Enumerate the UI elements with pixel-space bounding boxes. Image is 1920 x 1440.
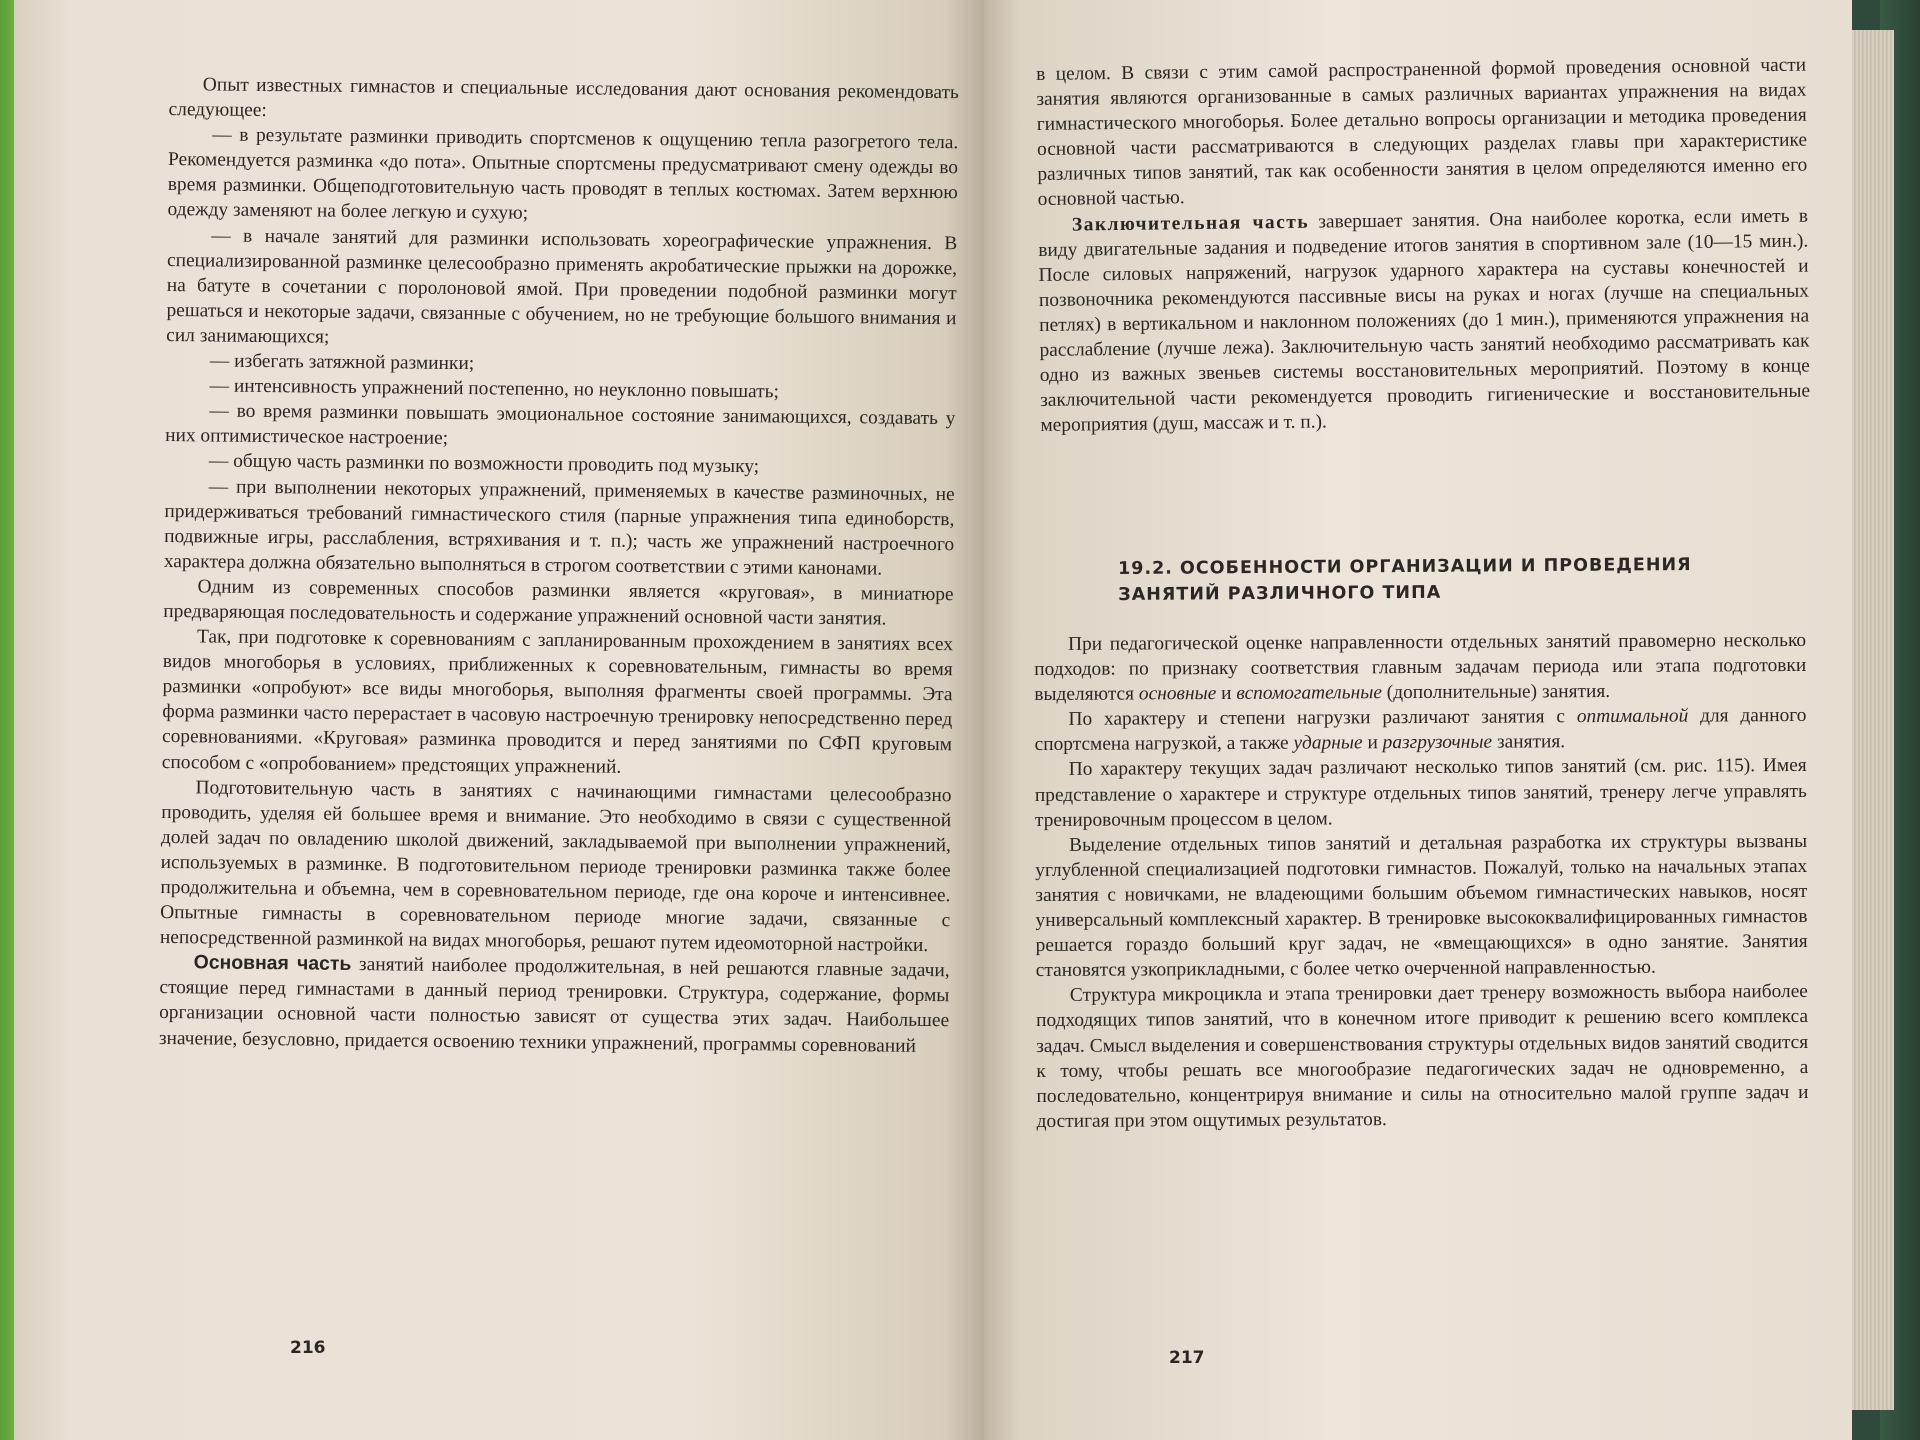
italic-term: ударные <box>1293 732 1363 755</box>
right-page-lower-text <box>1034 628 1809 1134</box>
text-run: и <box>1362 732 1383 754</box>
list-item: — интенсивность упражнений постепенно, но неуклонно повышать; <box>209 375 780 403</box>
italic-term: оптимальной <box>1576 705 1689 728</box>
right-page <box>984 0 1852 1440</box>
text-run: (дополнительные) занятия. <box>1381 681 1611 704</box>
paragraph: Опыт известных гимнастов и специальные исследования дают основания рекомендовать следующее: <box>168 74 959 122</box>
list-item: — во время разминки повышать эмоциональное состояние занимающихся, создавать у них оптимистическое настроение; <box>165 400 956 450</box>
page-number-right: 217 <box>1169 1348 1205 1368</box>
main-part-text: занятий наиболее продолжительная, в ней решаются главные задачи, стоящие перед гимнастами в данный период тренировки. Структура, содержание, формы организации основной части полностью зависят от существа этих задач. Наибольшее значение, безусловно, придается освоению техники упражнений, программы соревнований <box>158 954 950 1057</box>
text-run: для данного спортсмена нагрузкой, а также <box>1034 705 1807 756</box>
paragraph <box>1034 703 1806 757</box>
italic-term: вспомогательные <box>1236 682 1382 705</box>
section-heading <box>1118 551 1768 608</box>
paragraph: Одним из современных способов разминки является «круговая», в миниатюре предваряющая последовательность и содержание упражнений основной части занятия. <box>163 576 954 630</box>
page-number-left: 216 <box>290 1338 326 1358</box>
list-item: — при выполнении некоторых упражнений, применяемых в качестве разминочных, не придерживаться требований гимнастического стиля (парные упражнения типа единоборств, подвижные игры, расслабления, встряхивания и т. п.); часть же упражнений настроечного характера должна обязательно выполняться в строгом соответствии с этими канонами. <box>163 475 955 580</box>
page-edges <box>1852 30 1894 1410</box>
text-run: занятия. <box>1492 731 1566 753</box>
open-book <box>14 0 1894 1440</box>
main-part-term: Основная часть <box>193 951 352 976</box>
text-run: При педагогической оценке направленности отдельных занятий правомерно несколько подходов: по признаку соответствия главным задачам периода или этапа подготовки выделяются <box>1034 629 1807 706</box>
paragraph-main-part <box>159 950 950 1059</box>
paragraph <box>1034 628 1806 707</box>
paragraph: Структура микроцикла и этапа тренировки дает тренеру возможность выбора наиболее подходящих типов занятий, что в конечном итоге приводит к решению всего комплекса задач. Смысл выделения и совершенствования структуры отдельных видов занятий сводится к тому, чтобы решать все многообразие педагогических задач не одновременно, а последовательно, концентрируя внимание и силы на относительно малой группе задач и достигая при этом ощутимых результатов. <box>1035 981 1809 1132</box>
italic-term: разгрузочные <box>1382 731 1493 754</box>
text-run: По характеру и степени нагрузки различают занятия с <box>1068 706 1577 731</box>
paragraph: По характеру текущих задач различают несколько типов занятий (см. рис. 115). Имея представление о характере и структуре отдельных типов занятий, тренеру легче управлять тренировочным процессом в целом. <box>1034 755 1807 831</box>
left-page <box>14 0 984 1440</box>
paragraph: Так, при подготовке к соревнованиям с запланированным прохождением в занятиях всех видов многоборья в условиях, приближенных к соревновательным, гимнасты во время разминки «опробуют» все виды многоборья, выполняя фрагменты своей программы. Эта форма разминки часто перерастает в часовую настроечную тренировку непосредственно перед соревнованиями. «Круговая» разминка проводится и перед занятиями по СФП круговым способом с «опробованием» предстоящих упражнений. <box>161 626 954 778</box>
paragraph: Подготовительную часть в занятиях с начинающими гимнастами целесообразно проводить, уделяя ей большее время и внимание. Это необходимо в связи с существенной долей задач по овладению школой движений, закладываемой при выполнении упражнений, используемых в разминке. В подготовительном периоде тренировки разминка также более продолжительна и объемна, чем в соревновательном периоде, где она короче и интенсивнее. Опытные гимнасты в соревновательном периоде многие задачи, связанные с непосредственной разминкой на видах многоборья, решают путем идеомоторной настройки. <box>159 776 952 957</box>
list-item: — в результате разминки приводить спортсменов к ощущению теплa разогретого тела. Рекомендуется разминка «до пота». Опытные спортсмены предусматривают смену одежды во время разминки. Общеподготовительную часть проводят в теплых костюмах. Затем верхнюю одежду заменяют на более легкую и сухую; <box>167 124 959 225</box>
left-page-text <box>159 72 959 1059</box>
text-run: и <box>1216 683 1237 705</box>
paragraph: в целом. В связи с этим самой распространенной формой проведения основной части занятия являются организованные в самых различных вариантах упражнения на видах гимнастического многоборья. Более детально вопросы организации и методика проведения основной части рассматриваются в следующих разделах главы при характеристике различных типов занятий, так как особенности занятия в целом определяются именно его основной частью. <box>1036 54 1808 211</box>
section-heading-line-2: ЗАНЯТИЙ РАЗЛИЧНОГО ТИПА <box>1118 582 1442 605</box>
paragraph-final-part <box>1038 203 1811 438</box>
italic-term: основные <box>1138 683 1217 705</box>
paragraph: Выделение отдельных типов занятий и детальная разработка их структуры вызваны углубленной специализацией подготовки гимнастов. Пожалуй, только на начальных этапах занятия с новичками, не владеющими большим объемом гимнастических навыков, носят универсальный комплексный характер. В тренировке высококвалифицированных гимнастов решается гораздо больший круг задач, не «вмещающихся» в одно занятие. Занятия становятся узкоприкладными, с более четко очерченной направленностью. <box>1035 830 1808 982</box>
list-item: — в начале занятий для разминки использовать хореографические упражнения. В специализированной разминке целесообразно применять акробатические прыжки на дорожке, на батуте в сочетании с поролоновой ямой. При проведении подобной разминки могут решаться и некоторые задачи, связанные с обучением, но не требующие большого внимания и сил занимающихся; <box>166 225 958 348</box>
final-part-term: Заключительная часть <box>1071 211 1310 236</box>
section-heading-line-1: 19.2. ОСОБЕННОСТИ ОРГАНИЗАЦИИ И ПРОВЕДЕНИЯ <box>1118 554 1692 579</box>
right-page-top-text <box>1036 53 1811 439</box>
list-item: — избегать затяжной разминки; <box>209 350 475 375</box>
final-part-text: завершает занятия. Она наиболее коротка, если иметь в виду двигательные задания и подведение итогов занятия в спортивном зале (10—15 мин.). После силовых напряжений, нагрузок ударного характера на суставы конечностей и позвоночника рекомендуются пассивные висы на руках и ногах (лучше на специальных петлях) в вертикальном и наклонном положениях (до 1 мин.), применяются упражнения на расслабление (лучше лежа). Заключительную часть занятий необходимо рассматривать как одно из важных звеньев системы восстановительных мероприятий. Поэтому в конце заключительной части рекомендуется проводить гигиенические и восстановительные мероприятия (душ, массаж и т. п.). <box>1038 205 1811 437</box>
list-item: — общую часть разминки по возможности проводить под музыку; <box>208 450 760 478</box>
